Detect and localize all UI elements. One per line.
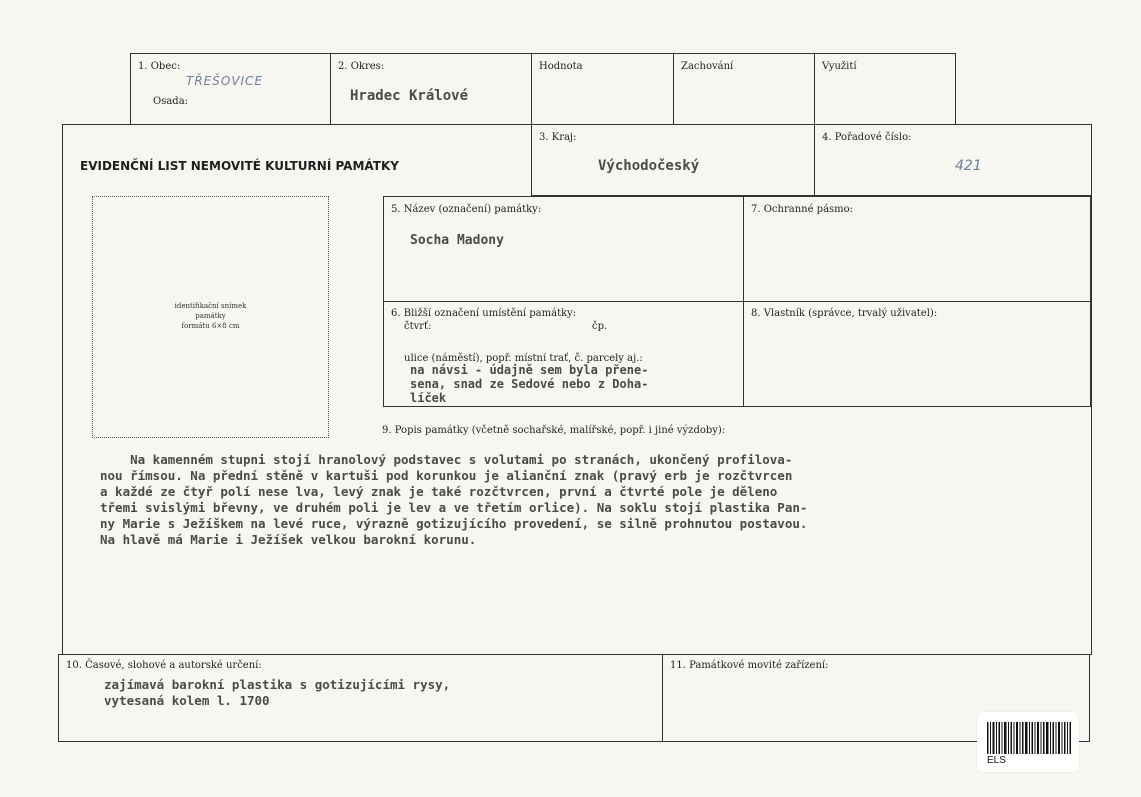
label-popis: 9. Popis památky (včetně sochařské, malířské, popř. i jiné výzdoby): — [382, 425, 726, 436]
value-nazev: Socha Madony — [410, 233, 504, 248]
value-urceni-1: zajímavá barokní plastika s gotizujícími rysy, — [104, 677, 451, 692]
label-urceni: 10. Časové, slohové a autorské určení: — [66, 660, 262, 671]
value-okres: Hradec Králové — [350, 88, 469, 104]
photo-placeholder — [92, 196, 329, 438]
label-vlastnik: 8. Vlastník (správce, trvalý uživatel): — [751, 308, 938, 319]
value-poradove: 421 — [955, 158, 982, 174]
label-poradove: 4. Pořadové číslo: — [822, 132, 912, 143]
label-ctvrt: čtvrť: — [404, 321, 432, 332]
popis-line-4: třemi svislými břevny, ve druhém poli je lev a ve třetím orlice). Na soklu stojí plastika Pan- — [100, 500, 808, 515]
value-obec: TŘEŠOVICE — [186, 74, 264, 88]
sticker-label: ELS — [987, 755, 1006, 766]
label-okres: 2. Okres: — [338, 61, 385, 72]
label-cp: čp. — [592, 321, 608, 332]
popis-text — [100, 452, 1050, 548]
label-vyuziti: Využití — [822, 61, 857, 72]
label-ulice: ulice (náměstí), popř. místní trať, č. parcely aj.: — [404, 353, 643, 364]
label-umisteni: 6. Bližší označení umístění památky: — [391, 308, 577, 319]
photo-caption-1: identifikační snímek — [174, 302, 247, 310]
value-umisteni-3: líček — [410, 391, 447, 405]
popis-line-3: a každé ze čtyř polí nese lva, levý znak je také rozčtvrcen, první a čtvrté pole je děleno — [100, 484, 778, 499]
label-zarizeni: 11. Památkové movité zařízení: — [670, 660, 829, 671]
value-umisteni-2: sena, snad ze Sedové nebo z Doha- — [410, 377, 649, 391]
value-urceni-2: vytesaná kolem l. 1700 — [104, 693, 270, 708]
popis-line-6: Na hlavě má Marie i Ježíšek velkou barokní korunu. — [100, 532, 477, 547]
popis-line-1: Na kamenném stupni stojí hranolový podstavec s volutami po stranách, ukončený profilova- — [100, 452, 793, 467]
barcode-sticker — [977, 712, 1079, 772]
label-obec: 1. Obec: — [138, 61, 181, 72]
popis-line-2: nou římsou. Na přední stěně v kartuši pod korunkou je alianční znak (pravý erb je rozčtvrcen — [100, 468, 793, 483]
photo-caption-2: památky — [195, 312, 226, 320]
photo-caption-3: formátu 6×8 cm — [181, 322, 240, 330]
label-ochranne: 7. Ochranné pásmo: — [751, 204, 854, 215]
value-umisteni-1: na návsi - údajně sem byla přene- — [410, 363, 649, 377]
value-kraj: Východočeský — [598, 158, 700, 174]
label-osada: Osada: — [153, 96, 189, 107]
label-zachovani: Zachování — [681, 61, 734, 72]
popis-line-5: ny Marie s Ježíškem na levé ruce, výrazně gotizujícího provedení, se silně prohnutou postavou. — [100, 516, 808, 531]
barcode-icon — [987, 722, 1071, 754]
label-kraj: 3. Kraj: — [539, 132, 577, 143]
form-title: EVIDENČNÍ LIST NEMOVITÉ KULTURNÍ PAMÁTKY — [80, 159, 399, 173]
label-hodnota: Hodnota — [539, 61, 583, 72]
label-nazev: 5. Název (označení) památky: — [391, 204, 542, 215]
